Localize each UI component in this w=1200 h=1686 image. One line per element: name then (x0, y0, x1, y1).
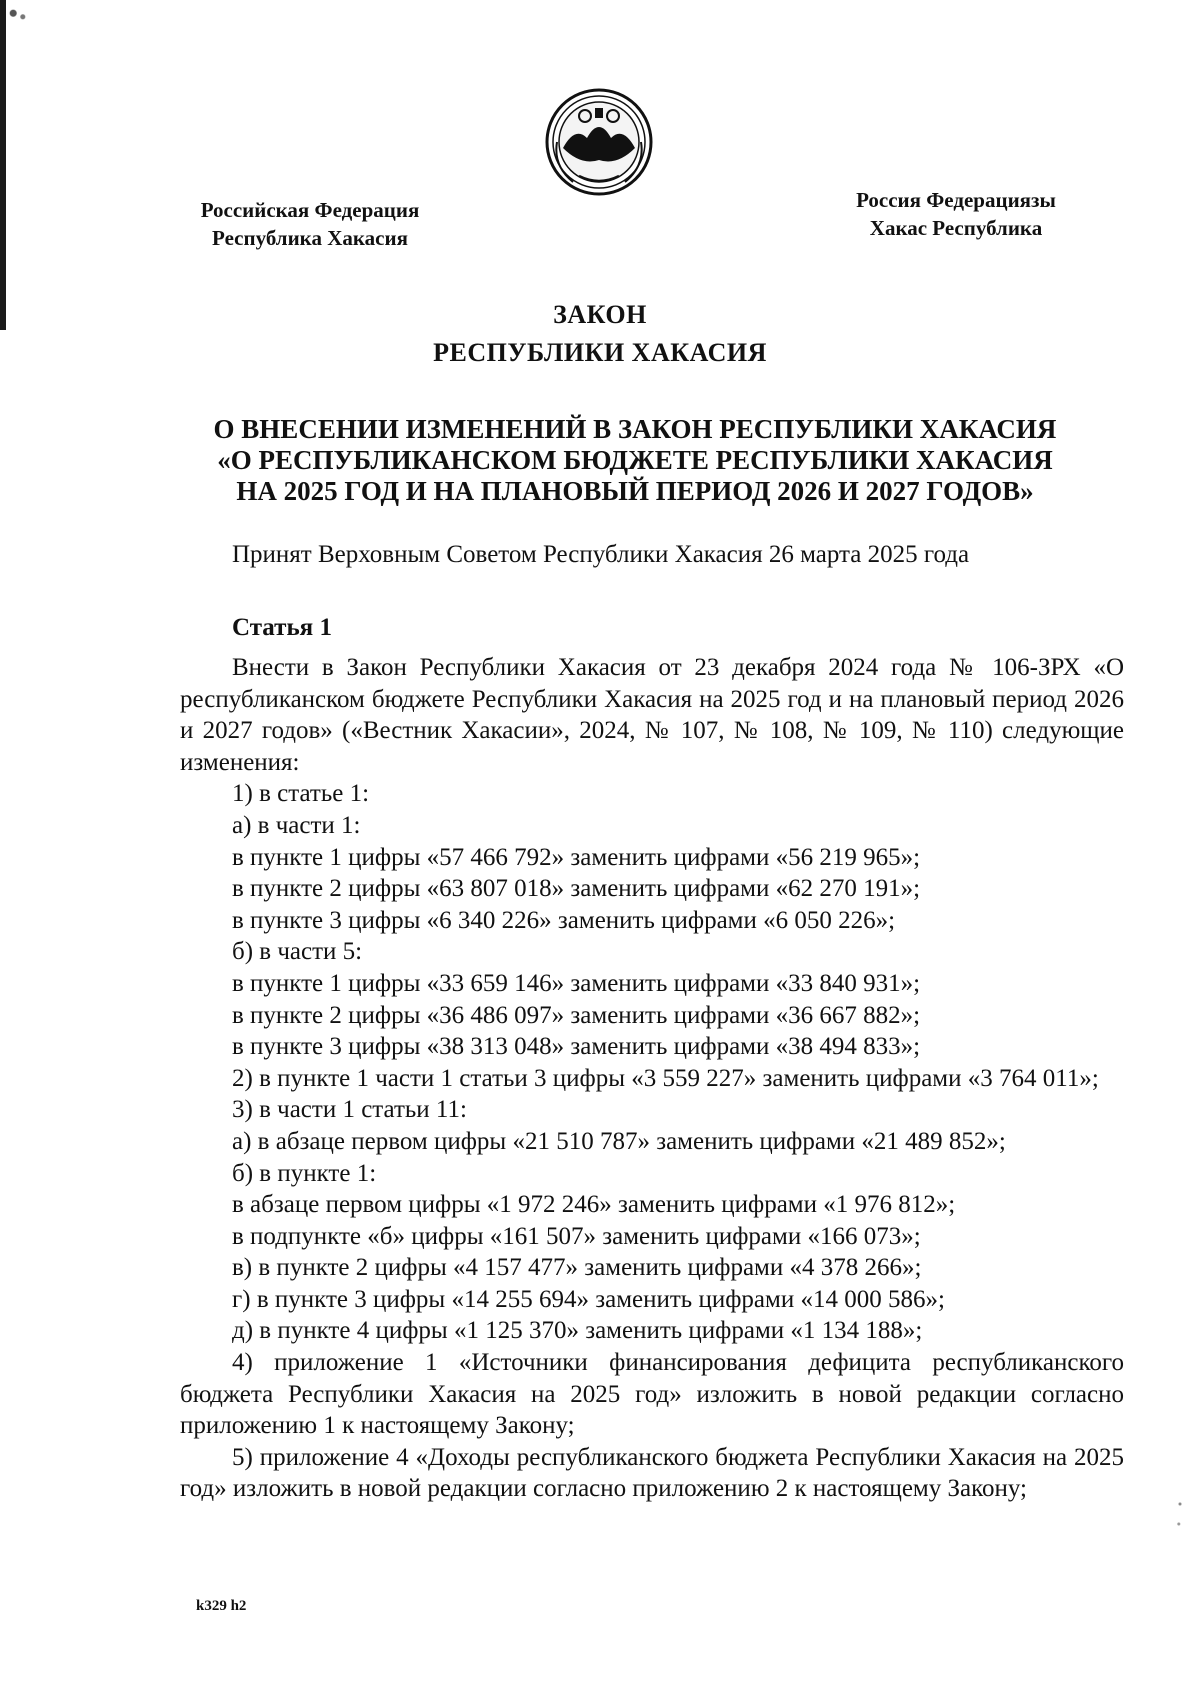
coat-of-arms-icon (543, 86, 655, 198)
article-paragraph: б) в части 5: (232, 938, 363, 966)
article-paragraph: д) в пункте 4 цифры «1 125 370» заменить цифрами «1 134 188»; (232, 1317, 923, 1345)
scan-artifact (1174, 1496, 1186, 1536)
article-paragraph: 1) в статье 1: (232, 780, 370, 808)
article-paragraph: 5) приложение 4 «Доходы республиканского бюджета Республики Хакасия на 2025 год» изложить в новой редакции согласно приложению 2 к настоящему Закону; (180, 1443, 1124, 1503)
article-paragraph: в подпункте «б» цифры «161 507» заменить цифрами «166 073»; (232, 1222, 921, 1250)
article-paragraph: 2) в пункте 1 части 1 статьи 3 цифры «3 559 227» заменить цифрами «3 764 011»; (232, 1064, 1099, 1092)
article-paragraph: в пункте 2 цифры «63 807 018» заменить цифрами «62 270 191»; (232, 875, 921, 903)
law-title-line: ЗАКОН (553, 300, 647, 329)
header-left (160, 196, 460, 252)
article-paragraph: 3) в части 1 статьи 11: (232, 1096, 467, 1124)
republic-name: Республика Хакасия (212, 226, 408, 250)
scan-edge (0, 0, 6, 330)
law-title-line: РЕСПУБЛИКИ ХАКАСИЯ (433, 338, 767, 367)
article-paragraph: в) в пункте 2 цифры «4 157 477» заменить цифрами «4 378 266»; (232, 1254, 922, 1282)
law-title (0, 296, 1200, 372)
scan-artifact (6, 6, 30, 24)
adoption-note: Принят Верховным Советом Республики Хакасия 26 марта 2025 года (232, 541, 970, 568)
law-name-line: «О РЕСПУБЛИКАНСКОМ БЮДЖЕТЕ РЕСПУБЛИКИ ХАКАСИЯ (217, 445, 1053, 475)
country-name-khakas: Россия Федерациязы (856, 188, 1056, 212)
law-name-line: НА 2025 ГОД И НА ПЛАНОВЫЙ ПЕРИОД 2026 И 2027 ГОДОВ» (236, 476, 1034, 506)
footer-code: k329 h2 (196, 1598, 247, 1614)
article-paragraph: а) в абзаце первом цифры «21 510 787» заменить цифрами «21 489 852»; (232, 1127, 1006, 1155)
header-right (806, 186, 1106, 242)
article-paragraph: в пункте 2 цифры «36 486 097» заменить цифрами «36 667 882»; (232, 1001, 921, 1029)
article-body (180, 652, 1124, 1505)
article-paragraph: 4) приложение 1 «Источники финансирования дефицита республиканского бюджета Республики Хакасия на 2025 год» изложить в новой редакции согласно приложению 1 к настоящему Закону; (180, 1349, 1124, 1440)
article-paragraph: г) в пункте 3 цифры «14 255 694» заменить цифрами «14 000 586»; (232, 1285, 945, 1313)
article-paragraph: в пункте 3 цифры «38 313 048» заменить цифрами «38 494 833»; (232, 1033, 921, 1061)
article-paragraph: Внести в Закон Республики Хакасия от 23 декабря 2024 года № 106-ЗРХ «О республиканском бюджете Республики Хакасия на 2025 год и на плановый период 2026 и 2027 годов» («Вестник Хакасии», 2024, № 107, № 108, № 109, № 110) следующие изменения: (180, 654, 1124, 776)
law-name-line: О ВНЕСЕНИИ ИЗМЕНЕНИЙ В ЗАКОН РЕСПУБЛИКИ ХАКАСИЯ (213, 414, 1057, 444)
republic-name-khakas: Хакас Республика (869, 216, 1043, 240)
article-paragraph: в пункте 3 цифры «6 340 226» заменить цифрами «6 050 226»; (232, 906, 896, 934)
article-paragraph: в пункте 1 цифры «33 659 146» заменить цифрами «33 840 931»; (232, 969, 921, 997)
article-paragraph: б) в пункте 1: (232, 1159, 377, 1187)
country-name: Российская Федерация (200, 198, 420, 222)
article-paragraph: в абзаце первом цифры «1 972 246» заменить цифрами «1 976 812»; (232, 1191, 956, 1219)
article-paragraph: в пункте 1 цифры «57 466 792» заменить цифрами «56 219 965»; (232, 843, 921, 871)
article-paragraph: а) в части 1: (232, 811, 361, 839)
article-heading: Статья 1 (232, 614, 332, 641)
law-name (160, 414, 1110, 507)
